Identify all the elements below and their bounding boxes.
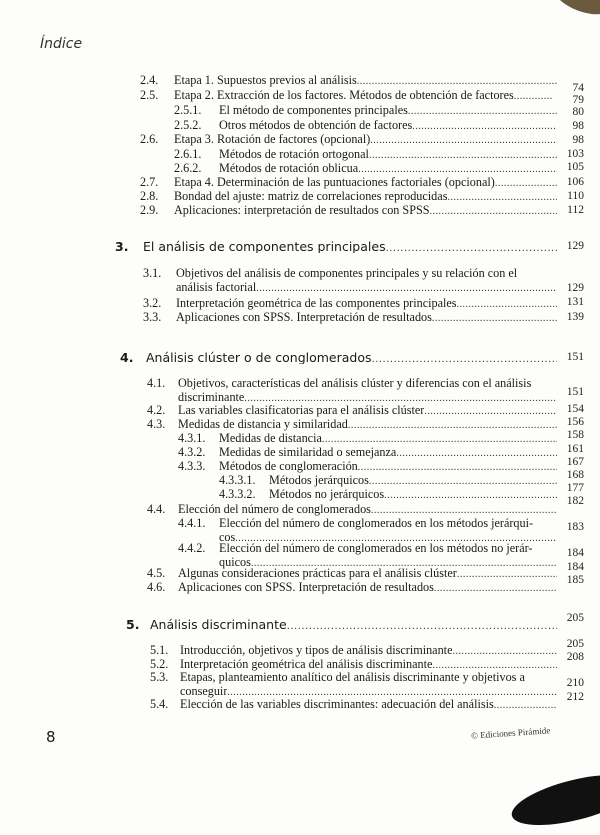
entry-title: Elección del número de conglomerados <box>178 503 371 516</box>
dot-leader <box>396 447 557 460</box>
entry-title: Análisis clúster o de conglomerados <box>146 351 372 364</box>
entry-title: Medidas de distancia y similaridad <box>178 418 348 431</box>
entry-page-number: 183 <box>566 521 584 533</box>
dot-leader <box>386 242 557 255</box>
entry-page-number: 110 <box>567 190 584 202</box>
dot-leader <box>256 282 557 295</box>
entry-title: Aplicaciones: interpretación de resultados con SPSS <box>174 204 430 217</box>
entry-page-number: 184 <box>566 547 584 559</box>
entry-title: Aplicaciones con SPSS. Interpretación de resultados <box>176 311 432 324</box>
dot-leader <box>408 105 557 118</box>
entry-number: 4.3. <box>147 417 166 431</box>
dot-leader <box>369 475 557 488</box>
dot-leader <box>384 489 557 502</box>
entry-page-number: 210 <box>566 677 584 689</box>
entry-page-number: 106 <box>566 176 584 188</box>
entry-title: Elección del número de conglomerados en los métodos no jerár- <box>219 542 533 555</box>
copyright-notice: © Ediciones Pirámide <box>470 725 551 741</box>
entry-page-number: 131 <box>566 296 584 308</box>
entry-title: El método de componentes principales <box>219 104 408 117</box>
dot-leader <box>348 419 557 432</box>
toc-entry <box>143 297 557 311</box>
entry-number: 5. <box>126 617 140 632</box>
dot-leader <box>495 177 557 190</box>
entry-number: 2.5.2. <box>174 118 202 132</box>
dot-leader <box>447 191 557 204</box>
entry-page-number: 80 <box>572 106 584 118</box>
entry-page-number: 105 <box>566 161 584 173</box>
entry-title: Métodos de rotación oblicua <box>219 162 359 175</box>
entry-page-number: 98 <box>572 120 584 132</box>
dot-leader <box>457 568 557 581</box>
toc-entry <box>219 474 557 488</box>
entry-page-number: 177 <box>566 482 584 494</box>
entry-number: 2.6.1. <box>174 147 202 161</box>
entry-number: 2.5. <box>140 88 159 102</box>
entry-page-number: 112 <box>567 204 584 216</box>
dot-leader <box>370 134 557 147</box>
dot-leader <box>514 90 552 103</box>
continuation-text: quicos <box>219 556 251 569</box>
toc-entry <box>147 567 557 581</box>
entry-number: 4.3.1. <box>178 431 206 445</box>
chapter-entry <box>126 618 557 633</box>
entry-page-number: 156 <box>566 416 584 428</box>
entry-number: 4.2. <box>147 403 166 417</box>
entry-title: Medidas de distancia <box>219 432 322 445</box>
entry-title-continuation <box>180 685 557 699</box>
entry-number: 5.1. <box>150 643 169 657</box>
page-shadow-top <box>545 0 600 23</box>
toc-entry <box>147 581 557 595</box>
entry-page-number: 161 <box>566 443 584 455</box>
entry-page-number: 205 <box>566 612 584 624</box>
dot-leader <box>457 298 557 311</box>
entry-page-number: 129 <box>566 282 584 294</box>
entry-page-number: 205 <box>566 638 584 650</box>
entry-page-number: 212 <box>566 691 584 703</box>
continuation-text: discriminante <box>178 391 245 404</box>
toc-entry <box>174 104 557 118</box>
dot-leader <box>430 205 557 218</box>
entry-page-number: 185 <box>566 574 584 586</box>
entry-number: 4.6. <box>147 580 166 594</box>
entry-number: 5.2. <box>150 657 169 671</box>
entry-title: Etapa 2. Extracción de los factores. Métodos de obtención de factores <box>174 89 514 102</box>
entry-title: Objetivos del análisis de componentes principales y su relación con el <box>176 267 518 280</box>
entry-page-number: 168 <box>566 469 584 481</box>
toc-entry <box>147 377 557 390</box>
toc-entry <box>147 503 557 517</box>
entry-number: 4. <box>120 350 134 365</box>
toc-entry <box>178 446 557 460</box>
toc-entry <box>140 133 557 147</box>
entry-page-number: 167 <box>566 456 584 468</box>
toc-entry <box>140 89 552 103</box>
entry-title: Otros métodos de obtención de factores <box>219 119 413 132</box>
entry-title: Interpretación geométrica del análisis discriminante <box>180 658 433 671</box>
dot-leader <box>372 353 557 366</box>
toc-entry <box>140 74 557 88</box>
entry-number: 3.1. <box>143 266 162 280</box>
toc-entry <box>140 204 557 218</box>
entry-title: Medidas de similaridad o semejanza <box>219 446 397 459</box>
entry-number: 4.3.3. <box>178 459 206 473</box>
entry-title: Bondad del ajuste: matriz de correlaciones reproducidas <box>174 190 448 203</box>
entry-number: 4.4. <box>147 502 166 516</box>
toc-entry <box>140 176 557 190</box>
dot-leader <box>358 461 557 474</box>
entry-number: 3.2. <box>143 296 162 310</box>
toc-entry <box>178 542 557 555</box>
dot-leader <box>494 699 557 712</box>
entry-page-number: 129 <box>566 240 584 252</box>
dot-leader <box>287 620 557 633</box>
running-head: Índice <box>40 36 83 52</box>
chapter-entry <box>120 351 557 366</box>
toc-entry <box>178 460 557 474</box>
toc-entry <box>143 267 557 280</box>
entry-number: 4.5. <box>147 566 166 580</box>
dot-leader <box>424 405 557 418</box>
page-shadow-bottom <box>507 765 600 835</box>
entry-page-number: 151 <box>566 386 584 398</box>
entry-number: 4.4.1. <box>178 516 206 530</box>
continuation-text: cos <box>219 531 236 544</box>
toc-entry <box>150 658 557 672</box>
entry-title: Métodos de rotación ortogonal <box>219 148 369 161</box>
entry-title: Métodos no jerárquicos <box>269 488 385 501</box>
entry-page-number: 184 <box>566 561 584 573</box>
entry-page-number: 79 <box>572 94 584 106</box>
toc-entry <box>147 418 557 432</box>
dot-leader <box>371 504 557 517</box>
entry-title: Etapas, planteamiento analítico del análisis discriminante y objetivos a <box>180 671 525 684</box>
entry-page-number: 151 <box>566 351 584 363</box>
entry-title: Introducción, objetivos y tipos de análisis discriminante <box>180 644 453 657</box>
dot-leader <box>357 75 557 88</box>
entry-title: Etapa 3. Rotación de factores (opcional) <box>174 133 371 146</box>
entry-title-continuation <box>178 391 557 405</box>
entry-number: 5.3. <box>150 670 169 684</box>
entry-title: Etapa 4. Determinación de las puntuaciones factoriales (opcional) <box>174 176 495 189</box>
entry-number: 2.9. <box>140 203 159 217</box>
entry-number: 2.6.2. <box>174 161 202 175</box>
toc-entry <box>174 162 557 176</box>
entry-number: 2.8. <box>140 189 159 203</box>
entry-title: Aplicaciones con SPSS. Interpretación de resultados <box>178 581 434 594</box>
entry-title: El análisis de componentes principales <box>143 240 386 253</box>
entry-title: Métodos de conglomeración <box>219 460 358 473</box>
page-number: 8 <box>46 728 56 746</box>
entry-number: 4.3.3.2. <box>219 487 256 501</box>
toc-entry <box>143 311 557 325</box>
toc-entry <box>150 644 557 658</box>
entry-number: 3.3. <box>143 310 162 324</box>
entry-number: 2.7. <box>140 175 159 189</box>
entry-title: Métodos jerárquicos <box>269 474 369 487</box>
entry-number: 4.3.3.1. <box>219 473 256 487</box>
entry-number: 3. <box>115 239 129 254</box>
entry-page-number: 139 <box>566 311 584 323</box>
entry-page-number: 74 <box>572 82 584 94</box>
dot-leader <box>358 163 557 176</box>
dot-leader <box>432 312 557 325</box>
entry-number: 4.1. <box>147 376 166 390</box>
entry-number: 2.5.1. <box>174 103 202 117</box>
entry-number: 4.3.2. <box>178 445 206 459</box>
entry-page-number: 182 <box>566 495 584 507</box>
entry-title: Elección del número de conglomerados en los métodos jerárqui- <box>219 517 534 530</box>
chapter-entry <box>115 240 557 255</box>
entry-title: Etapa 1. Supuestos previos al análisis <box>174 74 357 87</box>
entry-page-number: 154 <box>566 403 584 415</box>
toc-entry <box>150 671 557 684</box>
toc-entry <box>174 119 557 133</box>
entry-title: Análisis discriminante <box>150 618 287 631</box>
entry-title-continuation <box>176 281 557 295</box>
entry-number: 2.6. <box>140 132 159 146</box>
toc-entry <box>140 190 557 204</box>
toc-entry <box>150 698 557 712</box>
toc-entry <box>178 432 557 446</box>
entry-title: Las variables clasificatorias para el análisis clúster <box>178 404 425 417</box>
entry-title: Algunas consideraciones prácticas para el análisis clúster <box>178 567 457 580</box>
entry-number: 5.4. <box>150 697 169 711</box>
entry-page-number: 103 <box>566 148 584 160</box>
dot-leader <box>412 120 557 133</box>
entry-page-number: 98 <box>572 134 584 146</box>
dot-leader <box>322 433 557 446</box>
entry-title: Elección de las variables discriminantes: adecuación del análisis <box>180 698 494 711</box>
entry-page-number: 158 <box>566 429 584 441</box>
toc-entry <box>174 148 557 162</box>
toc-entry <box>147 404 557 418</box>
entry-title: Objetivos, características del análisis clúster y diferencias con el análisis <box>178 377 532 390</box>
dot-leader <box>452 645 557 658</box>
entry-number: 4.4.2. <box>178 541 206 555</box>
entry-number: 2.4. <box>140 73 159 87</box>
entry-title: Interpretación geométrica de las componentes principales <box>176 297 457 310</box>
continuation-text: análisis factorial <box>176 281 257 294</box>
dot-leader <box>369 149 557 162</box>
toc-entry <box>219 488 557 502</box>
continuation-text: conseguir <box>180 685 228 698</box>
entry-page-number: 208 <box>566 651 584 663</box>
dot-leader <box>434 582 557 595</box>
toc-entry <box>178 517 557 530</box>
